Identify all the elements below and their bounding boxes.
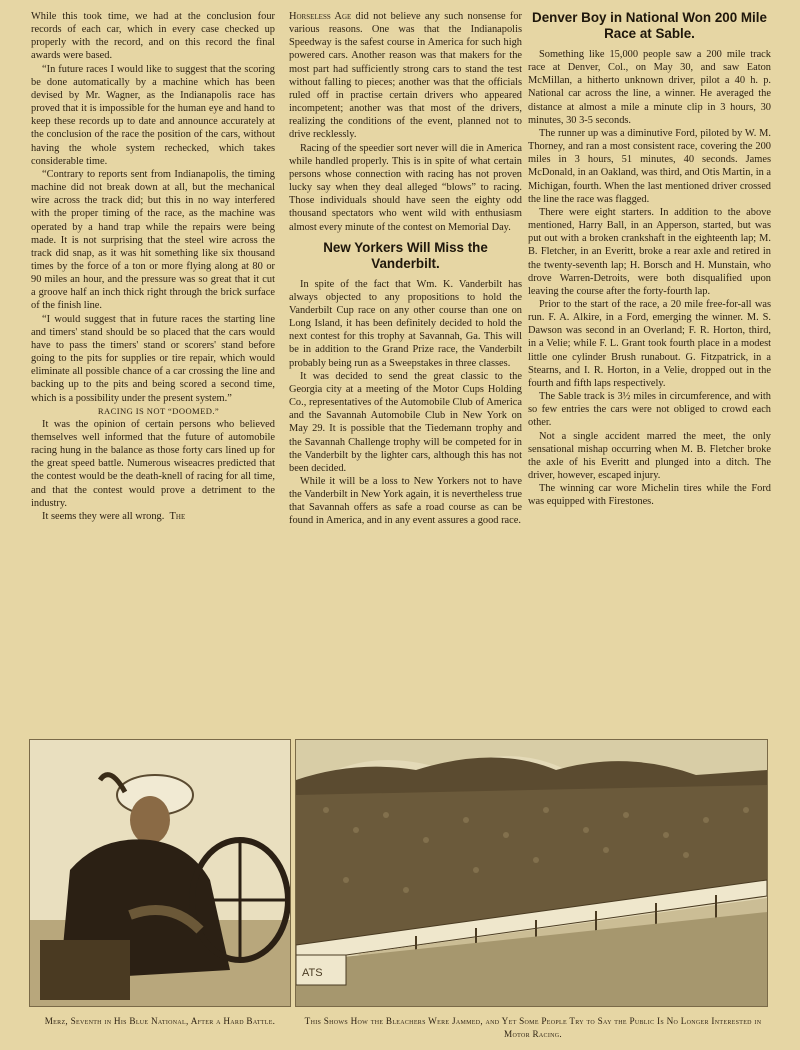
paragraph: The runner up was a diminutive Ford, piloted by W. M. Thorney, and ran a most consistent race, covering the 200 miles in 3 hours, 51 minutes, 40 seconds. James McDonald, in an Oakland, was third, and Otis Martin, in a Michigan, fourth. When the last mentioned driver crossed the line the race was flagged. [528,127,771,205]
bleachers-photo-caption: This Shows How the Bleachers Were Jammed, and Yet Some People Try to Say the Public Is No Longer Interested in Motor Racing. [304,1016,762,1039]
paragraph: Prior to the start of the race, a 20 mile free-for-all was run. F. A. Alkire, in a Ford, emerging the winner. M. S. Dawson was second in an Overland; F. R. Horton, third, in a Velie; while F. L. Grant took fourth place in a modest little one cylinder Brush runabout. G. Fitzpatrick, in a Stearns, and I. R. Horton, in a Velie, dropped out in the fourth and fifth laps respectively. [528,298,771,389]
paragraph: “I would suggest that in future races the starting line and timers' stand should be so placed that the cars would have to pass the timers' stand or scorers' stand before going to the pits for supplies or tire repair, which would eliminate all possible chance of a car crossing the line and backing up to the pits and being scored a second time, which is a possibility under the present system.” [31,313,275,404]
publication-name: Horseless Age [289,11,352,22]
paragraph: It was decided to send the great classic to the Georgia city at a meeting of the Motor Cups Holding Co., representatives of the Automobile Club of America and the Savannah Automobile Club in New York on May 29. It is possible that the Tiedemann trophy and the Savannah Challenge trophy will be competed for in the Vanderbilt by the lighter cars, although this has not been decided. [289,370,522,474]
photo-sign-text: ATS [302,967,323,979]
article-column-3 [528,10,771,508]
bleachers-photo-illustration [296,740,767,1006]
article-column-2 [289,10,522,528]
paragraph: Not a single accident marred the meet, the only sensational mishap occurring when M. B. Fletcher broke the axle of his Everitt and plunged into a ditch. The driver, however, escaped injury. [528,430,771,481]
article-column-1 [31,10,275,523]
driver-photo [29,739,291,1007]
section-subhead: RACING IS NOT “DOOMED.” [97,405,220,416]
paragraph: Racing of the speedier sort never will die in America while handled properly. This is in spite of what certain persons whose connection with racing has not proven lucky say when they deal alleged “blows” to racing. Those individuals should have seen the eighty odd thousand spectators who went wild with enthusiasm almost every minute of the contest on Memorial Day. [289,142,522,233]
article-headline: Denver Boy in National Won 200 Mile Race at Sable. [532,10,767,41]
paragraph: In spite of the fact that Wm. K. Vanderbilt has always objected to any propositions to hold the Vanderbilt Cup race on any other course than one on Long Island, it has been definitely decided to hold the next contest for this trophy at Savannah, Ga. This will be in addition to the Grand Prize race, the Vanderbilt probably being run as a Sweepstakes in three classes. [289,278,522,369]
paragraph: “In future races I would like to suggest that the scoring be done automatically by a machine which has been devised by Mr. Wagner, as the Indianapolis race has proved that it is impossible for the human eye and hand to keep these records up to date and announce accurately at the conclusion of the race the position of the cars, without having the whole system rechecked, which takes considerable time. [31,63,275,167]
driver-photo-caption: Merz, Seventh in His Blue National, After a Hard Battle. [44,1016,276,1026]
paragraph: The Sable track is 3½ miles in circumference, and with so few entries the cars were not obliged to crowd each other. [528,391,771,429]
paragraph [31,418,275,510]
paragraph-text: It was the opinion of certain persons who believed themselves well informed that the future of automobile racing hung in the balance as those forty cars lined up for the great speed battle. Numerous wiseacres predicted that the contest would be the death-knell of racing for all time, and that the contest would prove a detriment to the industry. [31,418,275,509]
paragraph [31,510,275,523]
paragraph: “Contrary to reports sent from Indianapolis, the timing machine did not break down at all, but the mechanical wire across the track did; but this in no way interfered with the proper timing of the race, as the machine was operated by a hand trap while the repairs were being made. It is not surprising that the steel wire across the track did snap, as it was hit something like six thousand times by the force of a ton or more flying along at 80 or 90 miles an hour, and the pressure was so great that it cut a groove half an inch thick right through the brick surface of the finish line. [31,168,275,312]
paragraph: Something like 15,000 people saw a 200 mile track race at Denver, Col., on May 30, and saw Eaton McMillan, a hitherto unknown driver, pilot a 40 h. p. National car across the line, a winner. He averaged the distance at almost a mile a minute clip in 3 hours, 30 minutes, 30 3-5 seconds. [528,49,771,126]
article-headline: New Yorkers Will Miss the Vanderbilt. [323,239,488,271]
driver-photo-illustration [30,740,290,1006]
bleachers-photo [295,739,768,1007]
publication-name: The [169,510,186,522]
paragraph [289,10,522,142]
paragraph-text: did not believe any such nonsense for various reasons. One was that the Indianapolis Speedway is the safest course in America for such high powered cars. Another reason was that makers for the most part had sufficiently strong cars to stand the test without falling to pieces; another was that the officials ruled off in practise certain drivers who appeared incompetent; another was that most of the drivers, realizing the conditions of the event, planned not to drive recklessly. [289,11,523,141]
paragraph: While it will be a loss to New Yorkers not to have the Vanderbilt in New York again, it is nevertheless true that Savannah offers as safe a road course as can be found in America, and in any event assures a good race. [289,476,522,527]
paragraph: While this took time, we had at the conclusion four records of each car, which in every case checked up properly with the record, and on this record the final awards were based. [31,11,275,62]
paragraph: There were eight starters. In addition to the above mentioned, Harry Ball, in an Apperson, started, but was put out with a broken crankshaft in the eighteenth lap; M. B. Fletcher, in an Everitt, broke a rear axle and retired in the twenty-seventh lap; H. Borsch and H. Munstain, who drove Warren-Detroits, were both disqualified upon leaving the course after the forty-fourth lap. [528,206,771,297]
paragraph-text: It seems they were all wrong. [42,510,165,522]
paragraph: The winning car wore Michelin tires while the Ford was equipped with Firestones. [528,483,771,508]
